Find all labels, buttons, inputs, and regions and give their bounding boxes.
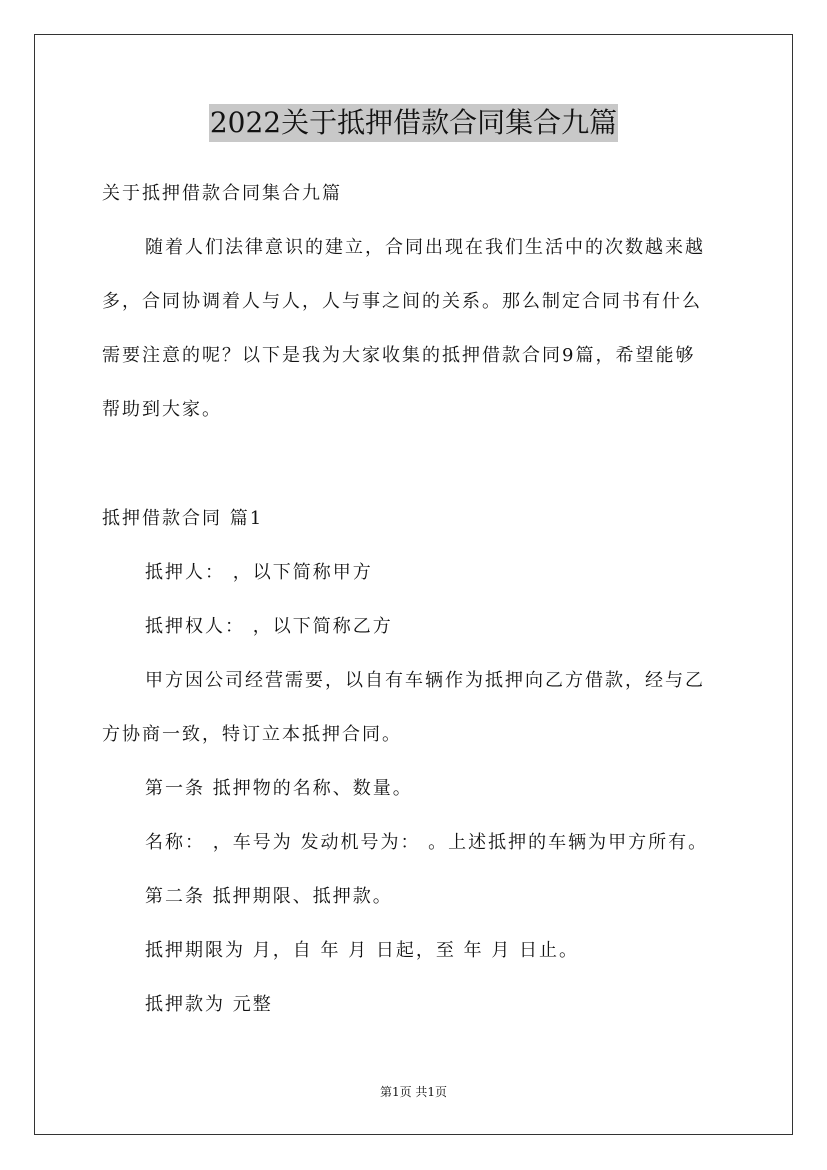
intro-line-2: 多，合同协调着人与人，人与事之间的关系。那么制定合同书有什么 xyxy=(102,291,702,312)
body-line-4: 方协商一致，特订立本抵押合同。 xyxy=(102,724,402,745)
body-line-8: 抵押期限为 月，自 年 月 日起，至 年 月 日止。 xyxy=(145,940,580,961)
body-line-3: 甲方因公司经营需要，以自有车辆作为抵押向乙方借款，经与乙 xyxy=(145,670,705,691)
title-container xyxy=(0,104,827,142)
body-line-9: 抵押款为 元整 xyxy=(145,994,273,1015)
intro-line-4: 帮助到大家。 xyxy=(102,399,222,420)
document-title: 2022关于抵押借款合同集合九篇 xyxy=(209,104,618,142)
body-line-5: 第一条 抵押物的名称、数量。 xyxy=(145,778,413,799)
page-footer: 第1页 共1页 xyxy=(379,1085,448,1099)
body-line-2: 抵押权人： ，以下简称乙方 xyxy=(145,616,393,637)
body-line-7: 第二条 抵押期限、抵押款。 xyxy=(145,886,393,907)
section-heading: 抵押借款合同 篇1 xyxy=(102,508,264,529)
intro-line-1: 随着人们法律意识的建立，合同出现在我们生活中的次数越来越 xyxy=(145,237,705,258)
intro-line-3: 需要注意的呢？以下是我为大家收集的抵押借款合同9篇，希望能够 xyxy=(102,345,696,366)
document-subtitle: 关于抵押借款合同集合九篇 xyxy=(102,183,342,204)
body-line-6: 名称： ，车号为 发动机号为： 。上述抵押的车辆为甲方所有。 xyxy=(145,832,709,853)
body-line-1: 抵押人： ，以下简称甲方 xyxy=(145,562,373,583)
